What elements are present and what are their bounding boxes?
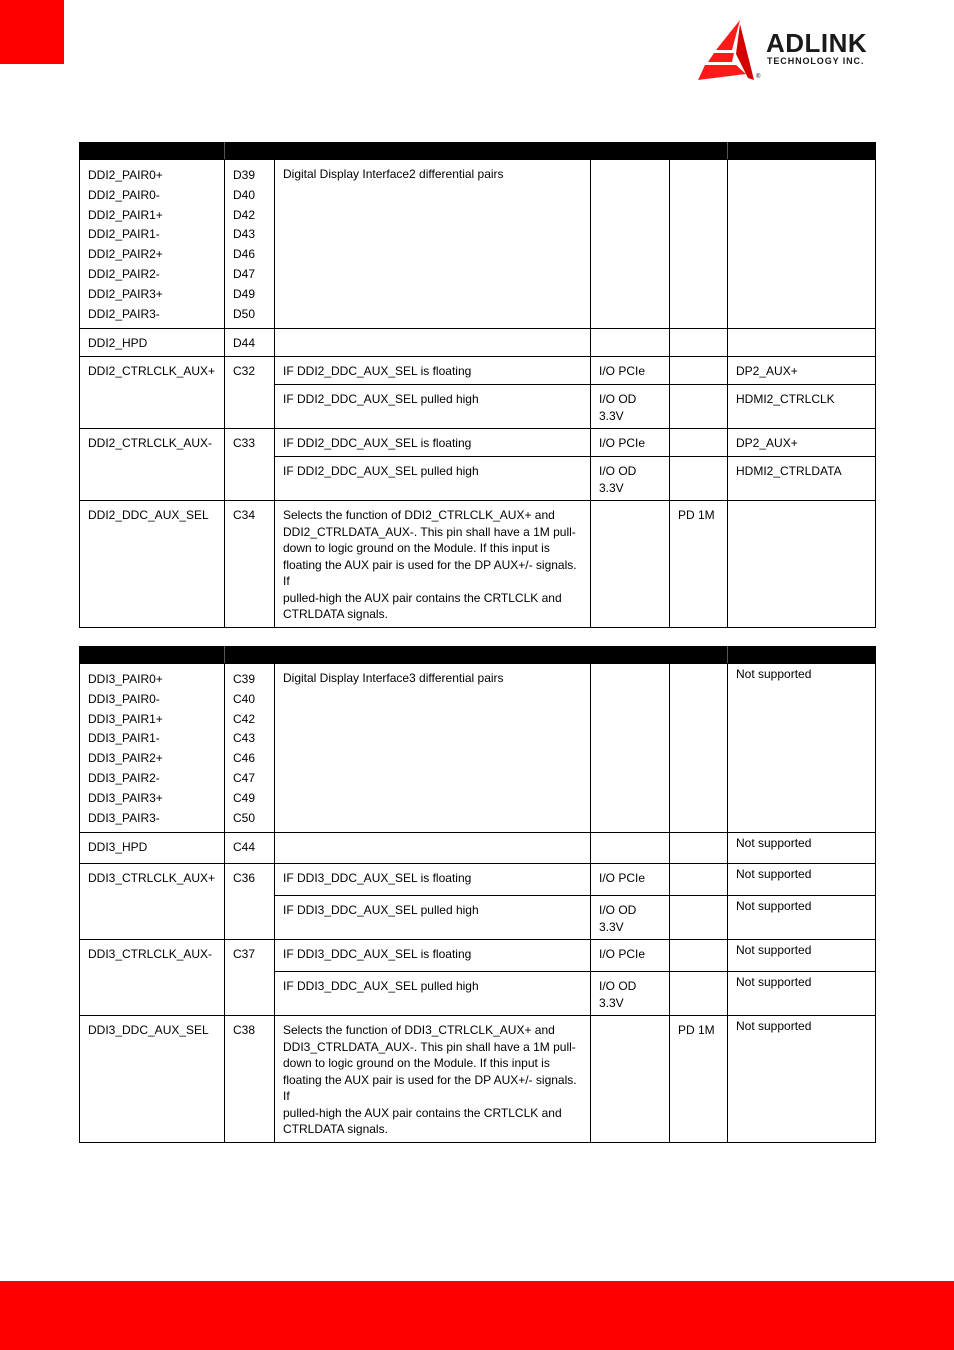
pull-cell [670,833,728,864]
pull-cell [670,329,728,357]
description-cell: IF DDI3_DDC_AUX_SEL is floating [275,940,591,972]
table-row [80,160,876,329]
comment-cell: Not supported [728,896,876,940]
signal-name-cell: DDI2_CTRLCLK_AUX+ [80,357,225,429]
pin-number-cell: C32 [225,357,275,429]
pull-cell [670,896,728,940]
description-cell: Selects the function of DDI2_CTRLCLK_AUX+ and DDI2_CTRLDATA_AUX-. This pin shall have a 1M pull- down to logic ground on the Module. If this input is floating the AUX pair is used for the DP AUX+/- signals. If pulled-high the AUX pair contains the CRTLCLK and CTRLDATA signals. [275,501,591,628]
pin-number-cell: C34 [225,501,275,628]
io-type-cell: I/O OD 3.3V [591,457,670,501]
io-type-cell [591,833,670,864]
table-row [80,329,876,357]
header-cell [80,647,225,664]
table-header-row [80,143,876,160]
comment-cell [728,501,876,628]
io-type-cell: I/O PCIe [591,357,670,385]
pin-number-cell: D39 D40 D42 D43 D46 D47 D49 D50 [225,160,275,329]
signal-name-cell: DDI2_DDC_AUX_SEL [80,501,225,628]
io-type-cell: I/O OD 3.3V [591,896,670,940]
io-type-cell [591,1016,670,1143]
pull-cell [670,972,728,1016]
description-cell: IF DDI2_DDC_AUX_SEL is floating [275,357,591,385]
signal-name-cell: DDI3_HPD [80,833,225,864]
header-cell [80,143,225,160]
pull-cell [670,429,728,457]
pull-cell: PD 1M [670,501,728,628]
table-row [80,357,876,385]
signal-name-cell: DDI3_DDC_AUX_SEL [80,1016,225,1143]
comment-cell: DP2_AUX+ [728,429,876,457]
description-cell: IF DDI3_DDC_AUX_SEL pulled high [275,972,591,1016]
comment-cell: HDMI2_CTRLCLK [728,385,876,429]
io-type-cell: I/O PCIe [591,864,670,896]
comment-cell: DP2_AUX+ [728,357,876,385]
io-type-cell [591,329,670,357]
description-cell: Selects the function of DDI3_CTRLCLK_AUX+ and DDI3_CTRLDATA_AUX-. This pin shall have a 1M pull- down to logic ground on the Module. If this input is floating the AUX pair is used for the DP AUX+/- signals. If pulled-high the AUX pair contains the CRTLCLK and CTRLDATA signals. [275,1016,591,1143]
table-row [80,864,876,896]
description-cell: Digital Display Interface2 differential pairs [275,160,591,329]
io-type-cell: I/O OD 3.3V [591,972,670,1016]
signal-name-cell: DDI2_HPD [80,329,225,357]
comment-cell: Not supported [728,940,876,972]
pin-number-cell: C36 [225,864,275,940]
io-type-cell [591,664,670,833]
signal-name-cell: DDI3_CTRLCLK_AUX+ [80,864,225,940]
footer-red-bar [0,1281,954,1350]
signal-name-cell: DDI3_PAIR0+ DDI3_PAIR0- DDI3_PAIR1+ DDI3_PAIR1- DDI3_PAIR2+ DDI3_PAIR2- DDI3_PAIR3+ DDI3_PAIR3- [80,664,225,833]
table-header-row [80,647,876,664]
header-cell [728,143,876,160]
io-type-cell: I/O OD 3.3V [591,385,670,429]
pull-cell [670,457,728,501]
io-type-cell [591,160,670,329]
table-row [80,664,876,833]
header-cell [225,647,728,664]
header-cell [728,647,876,664]
description-cell: IF DDI2_DDC_AUX_SEL is floating [275,429,591,457]
io-type-cell: I/O PCIe [591,429,670,457]
pull-cell [670,385,728,429]
pull-cell [670,864,728,896]
description-cell [275,329,591,357]
adlink-triangle-icon [696,18,762,84]
logo-wordmark: ADLINK [766,28,868,58]
comment-cell: Not supported [728,864,876,896]
header-red-tab [0,0,64,64]
pin-number-cell: D44 [225,329,275,357]
table-row [80,501,876,628]
description-cell: IF DDI3_DDC_AUX_SEL pulled high [275,896,591,940]
ddi2-pin-table [79,142,876,628]
pull-cell [670,357,728,385]
ddi3-pin-table [79,646,876,1143]
pull-cell [670,160,728,329]
pull-cell [670,940,728,972]
pin-number-cell: C44 [225,833,275,864]
description-cell: IF DDI2_DDC_AUX_SEL pulled high [275,457,591,501]
signal-name-cell: DDI2_PAIR0+ DDI2_PAIR0- DDI2_PAIR1+ DDI2_PAIR1- DDI2_PAIR2+ DDI2_PAIR2- DDI2_PAIR3+ DDI2_PAIR3- [80,160,225,329]
pin-number-cell: C33 [225,429,275,501]
table-row [80,833,876,864]
logo-tagline: TECHNOLOGY INC. [767,56,865,66]
io-type-cell: I/O PCIe [591,940,670,972]
comment-cell: Not supported [728,664,876,833]
signal-name-cell: DDI2_CTRLCLK_AUX- [80,429,225,501]
comment-cell [728,329,876,357]
table-row [80,940,876,972]
io-type-cell [591,501,670,628]
table-row [80,429,876,457]
description-cell: IF DDI3_DDC_AUX_SEL is floating [275,864,591,896]
pull-cell: PD 1M [670,1016,728,1143]
comment-cell [728,160,876,329]
signal-name-cell: DDI3_CTRLCLK_AUX- [80,940,225,1016]
description-cell [275,833,591,864]
logo-registered-mark: ® [756,74,761,80]
comment-cell: Not supported [728,833,876,864]
pin-number-cell: C38 [225,1016,275,1143]
comment-cell: HDMI2_CTRLDATA [728,457,876,501]
pin-number-cell: C39 C40 C42 C43 C46 C47 C49 C50 [225,664,275,833]
description-cell: Digital Display Interface3 differential pairs [275,664,591,833]
pull-cell [670,664,728,833]
comment-cell: Not supported [728,972,876,1016]
pin-number-cell: C37 [225,940,275,1016]
adlink-logo [696,18,908,84]
description-cell: IF DDI2_DDC_AUX_SEL pulled high [275,385,591,429]
table-row [80,1016,876,1143]
comment-cell: Not supported [728,1016,876,1143]
header-cell [225,143,728,160]
